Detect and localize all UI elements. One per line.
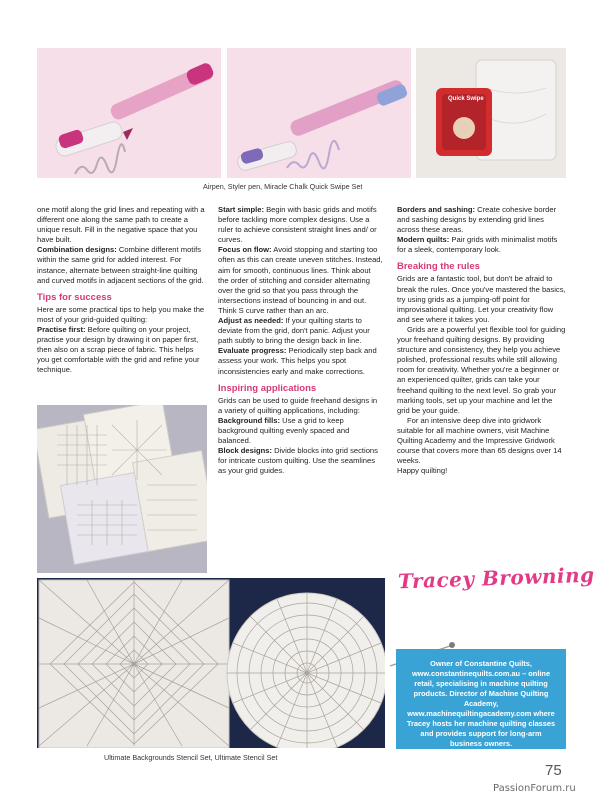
watermark: PassionForum.ru	[493, 783, 576, 794]
airpen-illustration	[37, 48, 221, 178]
col2-p4: Evaluate progress: Periodically step back and assess your work. This helps you spot inconsistencies early and make corrections.	[218, 346, 377, 376]
col1-p2: Combination designs: Combine different motifs within the same grid for added interest. For instance, alternate between straight-line quilting and curved motifs in adjacent sections of the grid.	[37, 245, 204, 285]
styler-body	[288, 78, 405, 138]
col3-p2: Modern quilts: Pair grids with minimalist motifs for a sleek, contemporary look.	[397, 235, 558, 255]
col2-p1: Start simple: Begin with basic grids and motifs before tackling more complex designs. Use a ruler to achieve consistent straight lines and/ or curves.	[218, 205, 377, 245]
photo-styler-pen	[227, 48, 411, 178]
chalk-pad	[453, 117, 475, 139]
author-signature: Tracey Browning	[397, 562, 595, 594]
col2-p6: Background fills: Use a grid to keep background quilting evenly spaced and balanced.	[218, 415, 350, 445]
col2-p2: Focus on flow: Avoid stopping and starting too often as this can create uneven stitches. Instead, aim for smooth, continuous lines. Think about the order of stitching and consider alternating over the grid so that you pass through the intersections instead of bouncing in and out. Think S curve rather than an arc.	[218, 245, 383, 315]
column-2	[218, 205, 383, 476]
caption-bottom: Ultimate Backgrounds Stencil Set, Ultimate Stencil Set	[104, 753, 278, 762]
stencil-grid-illustration	[37, 405, 207, 573]
photo-stencil-grid	[37, 405, 207, 573]
col3-p1: Borders and sashing: Create cohesive border and sashing designs by extending grid lines across these areas.	[397, 205, 557, 235]
photo-airpen	[37, 48, 221, 178]
stencil-web-illustration	[37, 578, 385, 748]
quick-swipe-illustration	[416, 48, 566, 178]
col2-p5: Grids can be used to guide freehand designs in a variety of quilting applications, including:	[218, 395, 378, 415]
caption-top: Airpen, Styler pen, Miracle Chalk Quick Swipe Set	[203, 182, 363, 191]
col2-p7: Block designs: Divide blocks into grid sections for intricate custom quilting. Use the seamlines as your grid guides.	[218, 446, 378, 476]
col2-p3: Adjust as needed: If your quilting starts to deviate from the grid, don't panic. Adjust your path subtly to bring the design back in line.	[218, 316, 370, 346]
airpen-tip	[123, 128, 133, 140]
col3-p6: Happy quilting!	[397, 466, 448, 476]
column-3	[397, 205, 567, 476]
col1-p3: Here are some practical tips to help you make the most of your grid-guided quilting:	[37, 304, 205, 324]
photo-quick-swipe	[416, 48, 566, 178]
col3-p4: Grids are a powerful yet flexible tool for guiding your freehand quilting designs. By providing structure and consistency, they help you achieve polished, professional results while still allowing room for creativity. Whether you're a beginner or an experienced quilter, grids can take your freehand quilting to the next level. So grab your marking tools, set up your machine and let the grid be your guide.	[397, 324, 566, 415]
heading-tips: Tips for success	[37, 291, 112, 303]
heading-breaking-rules: Breaking the rules	[397, 261, 480, 273]
photo-stencil-web	[37, 578, 385, 748]
col1-p1: one motif along the grid lines and repeating with a different one along the same path to create a unique result. Fill in the negative space that you have built.	[37, 205, 205, 245]
col3-p3: Grids are a fantastic tool, but don't be afraid to break the rules. Once you've mastered the basics, try using grids as a jumping-off point for improvisational quilting. Let your creativity flow and see where it takes you.	[397, 274, 566, 324]
page-number: 75	[545, 762, 562, 779]
author-bio-box: Owner of Constantine Quilts, www.constantinequilts.com.au – online retail, specialising in machine quilting products. Director of Machine Quilting Academy, www.machinequiltingacademy.com where Tracey hosts her machine quilting classes and provides support for long-arm business owners.	[396, 649, 566, 749]
column-1	[37, 205, 205, 375]
col1-p4: Practise first: Before quilting on your project, practise your design by drawing it on paper first, then also on a scrap piece of fabric. This helps you get comfortable with the grid and refine your technique.	[37, 324, 200, 375]
col3-p5: For an intensive deep dive into gridwork suitable for all machine owners, visit Machine Quilting Academy and the Impressive Gridwork course that covers more than 65 designs over 14 weeks.	[397, 415, 562, 466]
chalk-label: Quick Swipe	[448, 96, 484, 102]
heading-applications: Inspiring applications	[218, 382, 317, 394]
styler-pen-illustration	[227, 48, 411, 178]
